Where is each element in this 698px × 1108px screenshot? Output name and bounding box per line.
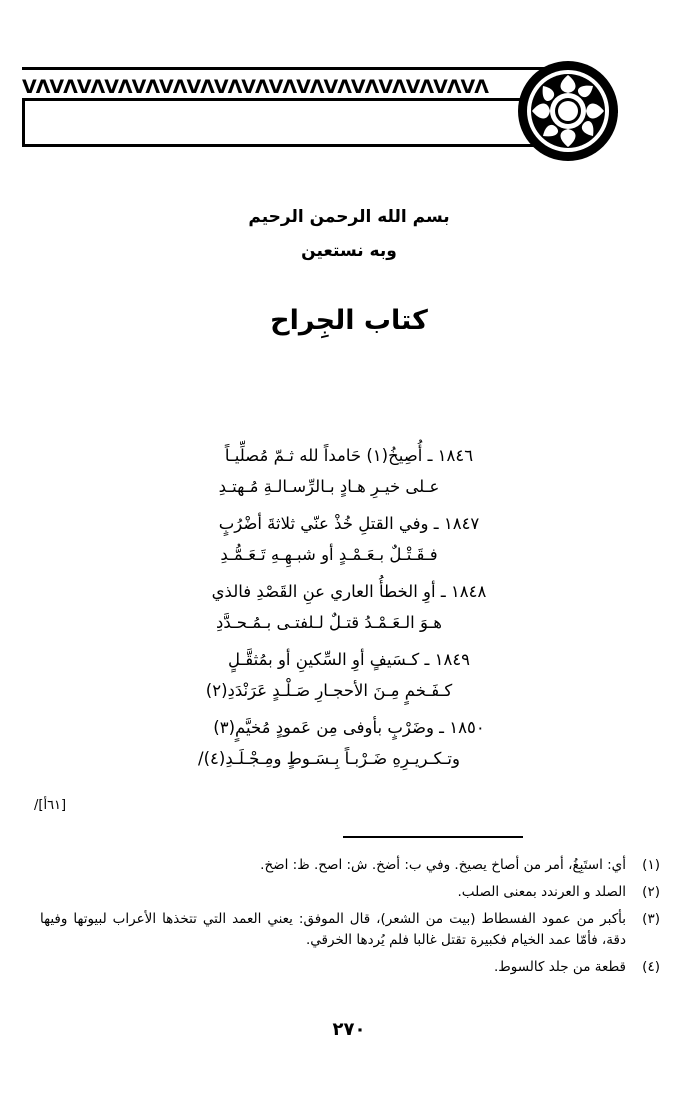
basmala-line-1: بسم الله الرحمن الرحيم — [248, 207, 450, 227]
footnote-item — [40, 909, 660, 951]
verse-second-hemistich: وتـكـريـرِهِ ضَـرْبـاً بِـسَـوطٍ ومِـجْـلَـدِ(٤)/ — [198, 749, 460, 768]
verse-row — [30, 576, 668, 638]
verse-row — [30, 508, 668, 570]
footnote-text: قطعة من جلد كالسوط. — [493, 959, 626, 975]
footnote-marker: (١) — [642, 857, 660, 873]
verse-first-hemistich: ١٨٤٦ ـ أُصِيخُ(١) حَامداً لله ثـمّ مُصلِّيـاً — [224, 446, 474, 465]
verse-list — [30, 440, 668, 780]
verse-row — [30, 440, 668, 502]
verse-first-hemistich: ١٨٤٧ ـ وفي القتلِ خُذْ عنّي ثلاثةَ أضْرُبٍ — [218, 514, 480, 533]
header-ornament — [0, 55, 698, 165]
circular-arabesque-medallion-icon — [516, 59, 620, 163]
footnote-text: بأكبر من عمود الفسطاط (بيت من الشعر)، قال الموفق: يعني العمد التي تتخذها الأعراب لبيوتها وفيها دقة، فأمّا عمد الخيام فكبيرة تقتل غالبا فلم يُردها الخرقي. — [40, 911, 626, 948]
folio-marker: /[٦١أ] — [34, 798, 67, 813]
verse-second-hemistich: كـفَـخمٍ مِـنَ الأحجـارِ صَـلْـدٍ عَرَنْدَدِ(٢) — [205, 681, 453, 700]
footnote-marker: (٣) — [642, 911, 660, 927]
footnote-marker: (٤) — [642, 959, 660, 975]
footnote-marker: (٢) — [642, 884, 660, 900]
footnote-item — [40, 855, 660, 876]
page-number: ٢٧٠ — [332, 1019, 366, 1040]
basmala-line-2: وبه نستعين — [301, 241, 397, 261]
verse-second-hemistich: عـلى خيـرِ هـادٍ بـالرِّسـالـةِ مُـهتـدِ — [218, 477, 440, 496]
ornament-bottom-rule — [22, 144, 548, 147]
basmala-block — [0, 200, 698, 268]
page-title: كتاب الجِراح — [270, 305, 428, 336]
footnote-list — [40, 855, 660, 984]
verse-second-hemistich: فـقَـتْـلٌ بـعَـمْـدٍ أو شبـهِـهِ تَـعَـمُّـدِ — [220, 545, 438, 564]
footnote-item — [40, 957, 660, 978]
verse-first-hemistich: ١٨٥٠ ـ وضَرْبٍ بأوفى مِن عَمودٍ مُخيَّمٍ(٣) — [213, 718, 485, 737]
footnote-text: أي: استَبِغُ، أمر من أصاخ يصيخ. وفي ب: أضخ. ش: اصح. ظ: اضخ. — [260, 857, 626, 873]
ornament-zigzag-band — [22, 67, 548, 101]
footnote-item — [40, 882, 660, 903]
verse-first-hemistich: ١٨٤٩ ـ كـسَيفٍ أوِ السِّكينِ أو بمُثقَّـلٍ — [227, 650, 471, 669]
footnote-separator — [343, 836, 523, 838]
verse-row — [30, 644, 668, 706]
footnote-text: الصلد و العرندد بمعنى الصلب. — [457, 884, 626, 900]
zigzag-pattern: ᐯᐱᐯᐱᐯᐱᐯᐱᐯᐱᐯᐱᐯᐱᐯᐱᐯᐱᐯᐱᐯᐱᐯᐱᐯᐱᐯᐱᐯᐱᐯᐱᐯᐱ — [22, 76, 488, 98]
verse-row — [30, 712, 668, 774]
verse-first-hemistich: ١٨٤٨ ـ أوِ الخطأُ العاري عنِ القَصْدِ فالذي — [211, 582, 487, 601]
verse-second-hemistich: هـوَ الـعَـمْـدُ قتـلٌ لـلفتـى بـمُـحـدَّدِ — [215, 613, 443, 632]
